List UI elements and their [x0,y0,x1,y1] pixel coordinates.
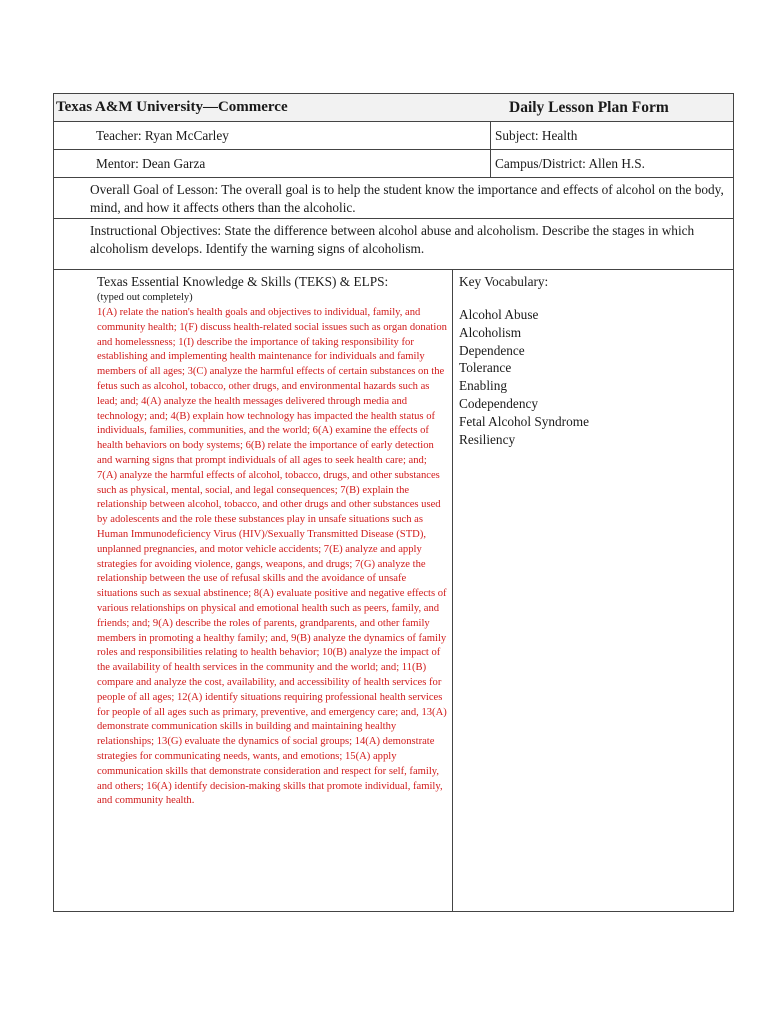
vocabulary-item: Alcohol Abuse [459,307,539,322]
objectives-row [53,219,734,270]
lesson-plan-form [53,93,734,912]
lesson-goal: Overall Goal of Lesson: The overall goal is to help the student know the importance and effects of alcohol on the body, mind, and how it affects others than the alcoholic. [90,182,724,215]
vocabulary-item: Codependency [459,395,539,411]
campus-field: Campus/District: Allen H.S. [495,156,645,171]
vocabulary-item: Fetal Alcohol Syndrome [459,413,590,429]
mentor-row [53,150,734,178]
vocabulary-section [453,270,733,911]
teks-body: 1(A) relate the nation's health goals and objectives to individual, family, and community health; 1(F) discuss health-related social issues such as organ donation and homelessness; 1(I) describe the importance of taking responsibility for establishing and implementing health maintenance for individuals and family members of all ages; 3(C) analyze the harmful effects of certain substances on the fetus such as alcohol, tobacco, other drugs, and environmental hazards such as lead; and; 4(A) analyze the health messages delivered through media and technology; and; 4(B) explain how technology has impacted the health status of individuals, families, communities, and the world; 6(A) examine the effects of health behaviors on body systems; 6(B) relate the importance of early detection and warning signs that prompt individuals of all ages to seek health care; and; 7(A) analyze the harmful effects of alcohol, tobacco, drugs, and other substances such as physical, mental, social, and legal consequences; 7(B) explain the relationship between alcohol, tobacco, and other drugs and other substances used by adolescents and the role these substances play in unsafe situations such as Human Immunodeficiency Virus (HIV)/Sexually Transmitted Disease (STD), unplanned pregnancies, and motor vehicle accidents; 7(E) analyze and apply strategies for avoiding violence, gangs, weapons, and drugs; 7(G) analyze the relationship between the use of refusal skills and the avoidance of unsafe situations such as sexual abstinence; 8(A) evaluate positive and negative effects of various relationships on physical and emotional health such as peers, family, and friends; and; 9(A) describe the roles of parents, grandparents, and other family members in promoting a healthy family; and, 9(B) analyze the dynamics of family roles and responsibilities relating to health behavior; 10(B) analyze the impact of the availability of health services in the community and the world; and; 11(B) compare and analyze the cost, availability, and accessibility of health services for people of all ages; 12(A) identify situations requiring professional health services for people of all ages such as primary, preventive, and emergency care; and, 13(A) demonstrate communication skills in building and maintaining healthy relationships; 13(G) evaluate the dynamics of social groups; 14(A) demonstrate strategies for communicating needs, wants, and emotions; 15(A) apply communication skills that demonstrate consideration and respect for self, family, and others; 16(A) identify decision-making skills that promote individual, family, and community health. [97,307,447,807]
vocabulary-title: Key Vocabulary: [459,274,549,289]
vocabulary-item: Alcoholism [459,324,522,340]
mentor-field: Mentor: Dean Garza [54,150,491,177]
form-header [53,93,734,122]
teks-subtitle: (typed out completely) [97,292,193,303]
teks-title: Texas Essential Knowledge & Skills (TEKS) & ELPS: [97,274,389,289]
teks-row [53,270,734,912]
teacher-field: Teacher: Ryan McCarley [54,122,491,149]
subject-field: Subject: Health [495,128,578,143]
teks-section [54,270,453,911]
vocabulary-item: Tolerance [459,360,512,376]
vocabulary-item: Resiliency [459,431,516,447]
teacher-row [53,122,734,150]
vocabulary-item: Enabling [459,378,508,394]
form-title: Daily Lesson Plan Form [509,98,669,116]
vocabulary-list [459,306,729,448]
goal-row [53,178,734,219]
instructional-objectives: Instructional Objectives: State the difference between alcohol abuse and alcoholism. Describe the stages in which alcoholism develops. Identify the warning signs of alcoholism. [90,223,695,256]
vocabulary-item: Dependence [459,342,525,358]
university-name: Texas A&M University—Commerce [56,99,288,115]
